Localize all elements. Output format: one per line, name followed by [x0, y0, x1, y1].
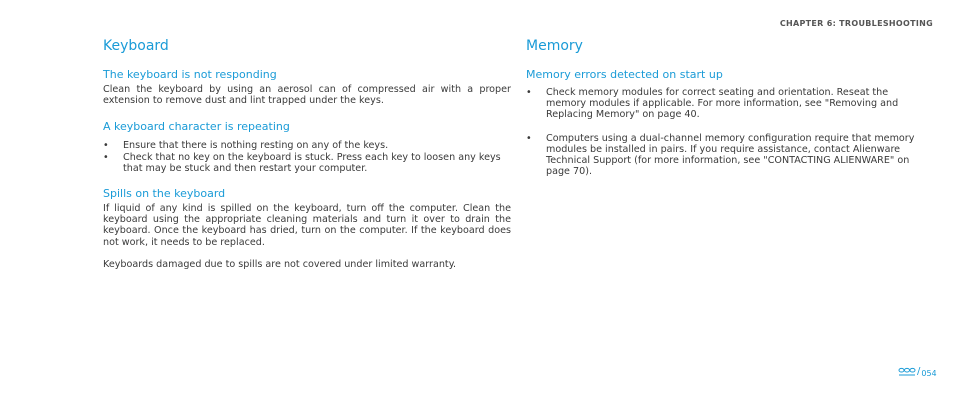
text-spills: If liquid of any kind is spilled on the keyboard, turn off the computer. Clean the keyboard using the appropriate cleaning materials and turn it over to drain the keyboard. Once the keyboard has dried, turn on the computer. If the keyboard does not work, it needs to be replaced. [103, 203, 511, 248]
list-memory-errors [526, 87, 916, 177]
bullet-icon: • [103, 151, 109, 163]
heading-memory-errors: Memory errors detected on start up [526, 68, 723, 81]
memory-title: Memory [526, 38, 583, 54]
heading-spills: Spills on the keyboard [103, 187, 226, 201]
heading-keyboard-not-responding: The keyboard is not responding [103, 68, 277, 81]
heading-character-repeating: A keyboard character is repeating [103, 120, 290, 134]
list-item: • Check memory modules for correct seating and orientation. Reseat the memory modules if applicable. For more information, see "Removing and Replacing Memory" on page 40. [526, 87, 899, 121]
bullet-icon: • [103, 140, 109, 152]
list-item: • Computers using a dual-channel memory configuration require that memory modules be installed in pairs. If you require assistance, contact Alienware Technical Support (for more information, see "CONTACTING ALIENWARE" on page 70). [526, 132, 915, 178]
alienware-logo-icon [898, 367, 916, 377]
page-number: 054 [921, 369, 937, 378]
memory-column [526, 38, 916, 189]
text-keyboard-not-responding: Clean the keyboard by using an aerosol can of compressed air with a proper extension to remove dust and lint trapped under the keys. [103, 84, 511, 107]
bullet-icon: • [526, 132, 532, 144]
keyboard-column [103, 38, 511, 270]
list-item: • Ensure that there is nothing resting on any of the keys. [103, 140, 389, 152]
keyboard-title: Keyboard [103, 38, 169, 54]
bullet-icon: • [526, 87, 532, 98]
list-item: • Check that no key on the keyboard is stuck. Press each key to loosen any keys that may be stuck and then restart your computer. [103, 151, 501, 174]
list-character-repeating [103, 140, 511, 174]
text-spills-warranty: Keyboards damaged due to spills are not covered under limited warranty. [103, 258, 457, 270]
chapter-header: CHAPTER 6: TROUBLESHOOTING [779, 19, 933, 28]
page-footer [898, 367, 937, 377]
page-slash: / [917, 366, 921, 377]
